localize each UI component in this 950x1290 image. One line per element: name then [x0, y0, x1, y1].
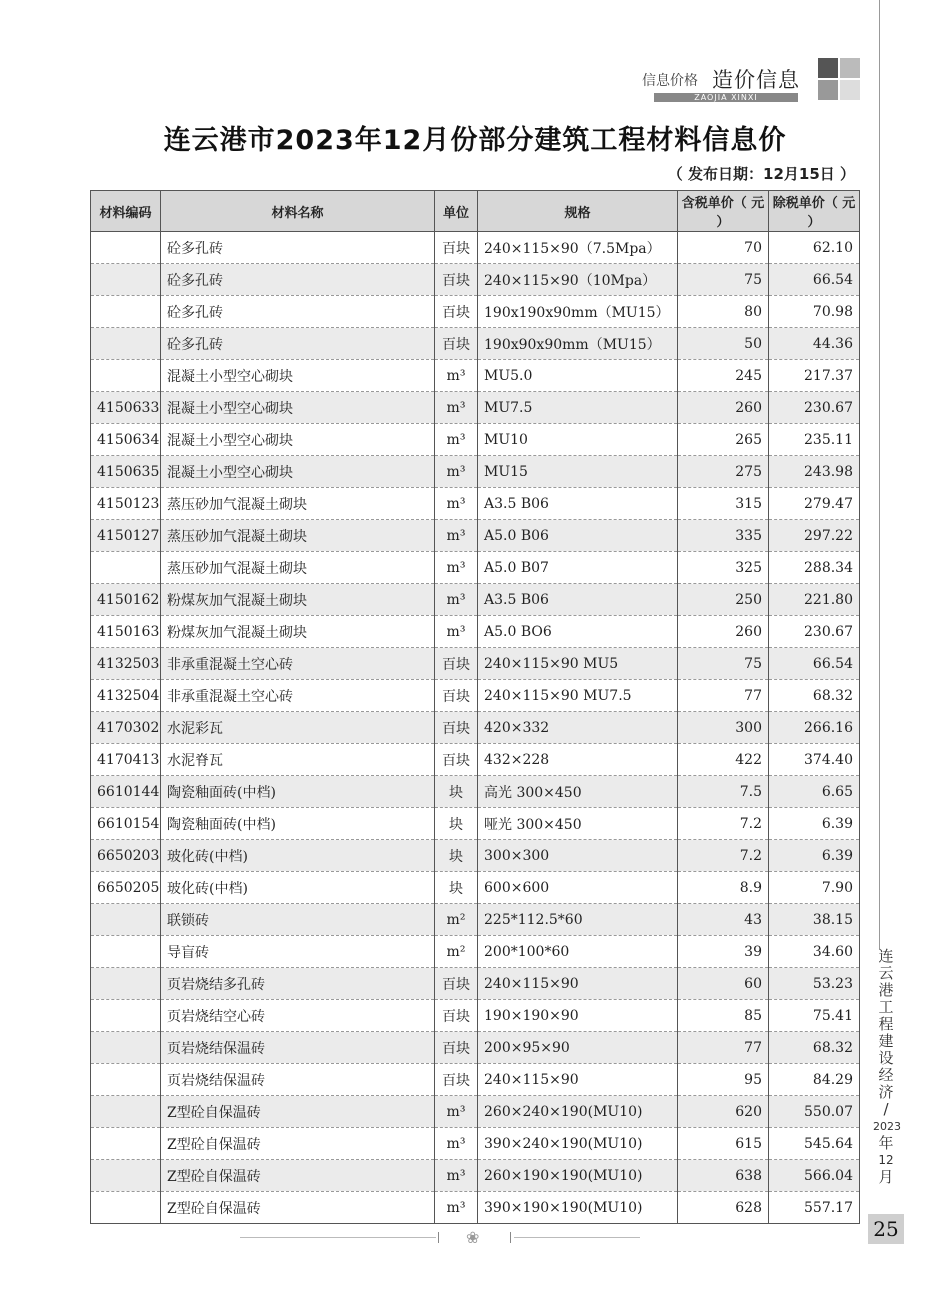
cell-unit: 百块 — [435, 1000, 478, 1032]
cell-spec: A5.0 B06 — [478, 520, 678, 552]
table-row — [91, 648, 860, 680]
table-row — [91, 328, 860, 360]
sidebar-char: 连 — [878, 947, 894, 965]
cell-name: 粉煤灰加气混凝土砌块 — [161, 584, 435, 616]
publish-date: （ 发布日期：12月15日 ） — [667, 165, 855, 183]
table-row — [91, 424, 860, 456]
cell-spec: MU7.5 — [478, 392, 678, 424]
cell-unit: m³ — [435, 1128, 478, 1160]
cell-price-tax: 628 — [678, 1192, 769, 1224]
header-pinyin-bar: ZAOJIA XINXI — [654, 93, 798, 102]
table-row — [91, 808, 860, 840]
cell-price-tax: 265 — [678, 424, 769, 456]
flower-icon: ❀ — [466, 1228, 480, 1247]
cell-price-tax: 620 — [678, 1096, 769, 1128]
cell-price-tax: 260 — [678, 616, 769, 648]
cell-code — [91, 264, 161, 296]
cell-unit: 百块 — [435, 744, 478, 776]
cell-unit: 块 — [435, 872, 478, 904]
cell-unit: m³ — [435, 1160, 478, 1192]
cell-name: 导盲砖 — [161, 936, 435, 968]
table-row — [91, 552, 860, 584]
cell-code: 6610154 — [91, 808, 161, 840]
cell-price-tax: 60 — [678, 968, 769, 1000]
cell-spec: 240×115×90 — [478, 1064, 678, 1096]
cell-spec: 哑光 300×450 — [478, 808, 678, 840]
table-row — [91, 456, 860, 488]
cell-unit: m³ — [435, 520, 478, 552]
cell-price-tax: 422 — [678, 744, 769, 776]
cell-code — [91, 1064, 161, 1096]
cell-unit: 百块 — [435, 712, 478, 744]
sidebar-char: 建 — [878, 1032, 894, 1050]
cell-price-tax: 245 — [678, 360, 769, 392]
cell-price-tax: 275 — [678, 456, 769, 488]
cell-name: 砼多孔砖 — [161, 296, 435, 328]
table-row — [91, 904, 860, 936]
cell-unit: m³ — [435, 488, 478, 520]
cell-code — [91, 1128, 161, 1160]
cell-code — [91, 1192, 161, 1224]
table-body — [91, 232, 860, 1224]
header-small-label: 信息价格 — [642, 73, 698, 89]
cell-spec: 240×115×90（10Mpa） — [478, 264, 678, 296]
cell-name: 混凝土小型空心砌块 — [161, 392, 435, 424]
cell-price-tax: 43 — [678, 904, 769, 936]
cell-code: 4150634 — [91, 424, 161, 456]
cell-spec: 240×115×90 — [478, 968, 678, 1000]
cell-code — [91, 1096, 161, 1128]
cell-unit: m³ — [435, 616, 478, 648]
cell-unit: m² — [435, 936, 478, 968]
table-row — [91, 744, 860, 776]
table-row — [91, 840, 860, 872]
header-price-notax: 除税单价（ 元 ） — [769, 191, 860, 232]
cell-code — [91, 1000, 161, 1032]
cell-spec: 240×115×90 MU5 — [478, 648, 678, 680]
cell-price-notax: 230.67 — [769, 616, 860, 648]
cell-price-notax: 550.07 — [769, 1096, 860, 1128]
cell-code — [91, 1032, 161, 1064]
table-row — [91, 360, 860, 392]
cell-code: 6610144 — [91, 776, 161, 808]
cell-name: 砼多孔砖 — [161, 264, 435, 296]
sidebar-char: 经 — [878, 1066, 894, 1084]
footer-ornament — [240, 1228, 640, 1248]
cell-unit: m³ — [435, 1096, 478, 1128]
cell-price-notax: 230.67 — [769, 392, 860, 424]
cell-price-notax: 68.32 — [769, 680, 860, 712]
cell-unit: m³ — [435, 1192, 478, 1224]
cell-name: Z型砼自保温砖 — [161, 1096, 435, 1128]
cell-price-notax: 53.23 — [769, 968, 860, 1000]
cell-spec: A3.5 B06 — [478, 488, 678, 520]
table-row — [91, 1192, 860, 1224]
cell-price-tax: 80 — [678, 296, 769, 328]
sidebar-char: 云 — [878, 964, 894, 982]
cell-spec: 225*112.5*60 — [478, 904, 678, 936]
cell-code — [91, 296, 161, 328]
table-row — [91, 488, 860, 520]
sidebar-char: / — [883, 1100, 889, 1118]
cell-price-notax: 217.37 — [769, 360, 860, 392]
cell-price-notax: 68.32 — [769, 1032, 860, 1064]
cell-price-tax: 77 — [678, 680, 769, 712]
cell-spec: 390×190×190(MU10) — [478, 1192, 678, 1224]
cell-name: 蒸压砂加气混凝土砌块 — [161, 552, 435, 584]
cell-price-tax: 7.5 — [678, 776, 769, 808]
table-row — [91, 296, 860, 328]
cell-spec: 390×240×190(MU10) — [478, 1128, 678, 1160]
cell-price-tax: 95 — [678, 1064, 769, 1096]
cell-code: 4150127 — [91, 520, 161, 552]
cell-price-notax: 7.90 — [769, 872, 860, 904]
cell-price-tax: 75 — [678, 264, 769, 296]
cell-spec: 240×115×90（7.5Mpa） — [478, 232, 678, 264]
right-margin-rule — [879, 0, 880, 950]
cell-name: 混凝土小型空心砌块 — [161, 424, 435, 456]
cell-unit: m³ — [435, 456, 478, 488]
cell-code — [91, 360, 161, 392]
table-row — [91, 1096, 860, 1128]
cell-price-notax: 34.60 — [769, 936, 860, 968]
cell-price-tax: 260 — [678, 392, 769, 424]
cell-price-notax: 66.54 — [769, 264, 860, 296]
sidebar-char: 济 — [878, 1083, 894, 1101]
cell-price-notax: 288.34 — [769, 552, 860, 584]
cell-code — [91, 232, 161, 264]
cell-spec: 420×332 — [478, 712, 678, 744]
cell-name: 混凝土小型空心砌块 — [161, 456, 435, 488]
cell-name: 玻化砖(中档) — [161, 872, 435, 904]
cell-price-notax: 6.65 — [769, 776, 860, 808]
cell-name: 陶瓷釉面砖(中档) — [161, 808, 435, 840]
sidebar-char: 月 — [878, 1168, 894, 1186]
cell-name: 联锁砖 — [161, 904, 435, 936]
sidebar-char: 年 — [878, 1134, 894, 1152]
table-row — [91, 392, 860, 424]
cell-name: 混凝土小型空心砌块 — [161, 360, 435, 392]
cell-name: 非承重混凝土空心砖 — [161, 648, 435, 680]
cell-code: 4170413 — [91, 744, 161, 776]
header-price-tax: 含税单价（ 元 ） — [678, 191, 769, 232]
cell-code: 4132503 — [91, 648, 161, 680]
cell-spec: 300×300 — [478, 840, 678, 872]
cell-code: 4150635 — [91, 456, 161, 488]
cell-price-tax: 325 — [678, 552, 769, 584]
cell-price-notax: 6.39 — [769, 840, 860, 872]
cell-name: Z型砼自保温砖 — [161, 1160, 435, 1192]
sidebar-char: 设 — [878, 1049, 894, 1067]
cell-price-notax: 75.41 — [769, 1000, 860, 1032]
cell-price-notax: 243.98 — [769, 456, 860, 488]
table-row — [91, 1000, 860, 1032]
cell-name: 陶瓷釉面砖(中档) — [161, 776, 435, 808]
cell-spec: A5.0 BO6 — [478, 616, 678, 648]
table-row — [91, 264, 860, 296]
cell-price-tax: 615 — [678, 1128, 769, 1160]
cell-price-notax: 235.11 — [769, 424, 860, 456]
table-row — [91, 1032, 860, 1064]
cell-price-tax: 50 — [678, 328, 769, 360]
cell-spec: 190×190×90 — [478, 1000, 678, 1032]
section-header — [640, 62, 860, 106]
cell-price-tax: 85 — [678, 1000, 769, 1032]
cell-price-notax: 557.17 — [769, 1192, 860, 1224]
cell-price-notax: 266.16 — [769, 712, 860, 744]
cell-price-notax: 62.10 — [769, 232, 860, 264]
cell-code — [91, 904, 161, 936]
table-row — [91, 1160, 860, 1192]
cell-spec: MU5.0 — [478, 360, 678, 392]
cell-name: 蒸压砂加气混凝土砌块 — [161, 488, 435, 520]
table-row — [91, 1128, 860, 1160]
journal-sidebar — [873, 948, 899, 1186]
table-row — [91, 712, 860, 744]
cell-unit: m³ — [435, 392, 478, 424]
header-unit: 单位 — [435, 191, 478, 232]
cell-price-notax: 44.36 — [769, 328, 860, 360]
cell-unit: m³ — [435, 552, 478, 584]
sidebar-char: 港 — [878, 981, 894, 999]
cell-name: 砼多孔砖 — [161, 232, 435, 264]
cell-unit: m² — [435, 904, 478, 936]
cell-name: 蒸压砂加气混凝土砌块 — [161, 520, 435, 552]
cell-name: 页岩烧结多孔砖 — [161, 968, 435, 1000]
cell-unit: 百块 — [435, 968, 478, 1000]
cell-code: 4150123 — [91, 488, 161, 520]
cell-unit: 块 — [435, 840, 478, 872]
cell-name: 非承重混凝土空心砖 — [161, 680, 435, 712]
cell-unit: 块 — [435, 776, 478, 808]
cell-code: 6650203 — [91, 840, 161, 872]
cell-price-tax: 250 — [678, 584, 769, 616]
cell-spec: MU10 — [478, 424, 678, 456]
sidebar-char: 程 — [878, 1015, 894, 1033]
cell-unit: m³ — [435, 424, 478, 456]
cell-name: 水泥彩瓦 — [161, 712, 435, 744]
cell-name: Z型砼自保温砖 — [161, 1192, 435, 1224]
cell-spec: 600×600 — [478, 872, 678, 904]
cell-name: 粉煤灰加气混凝土砌块 — [161, 616, 435, 648]
cell-name: 水泥脊瓦 — [161, 744, 435, 776]
cell-unit: 百块 — [435, 1064, 478, 1096]
cell-price-tax: 7.2 — [678, 840, 769, 872]
cell-name: 页岩烧结空心砖 — [161, 1000, 435, 1032]
cell-code: 6650205 — [91, 872, 161, 904]
cell-unit: 百块 — [435, 296, 478, 328]
table-row — [91, 616, 860, 648]
cell-name: 砼多孔砖 — [161, 328, 435, 360]
cell-code: 4132504 — [91, 680, 161, 712]
cell-unit: 块 — [435, 808, 478, 840]
cell-price-tax: 8.9 — [678, 872, 769, 904]
header-code: 材料编码 — [91, 191, 161, 232]
cell-unit: 百块 — [435, 680, 478, 712]
cell-unit: 百块 — [435, 232, 478, 264]
cell-price-notax: 297.22 — [769, 520, 860, 552]
cell-code — [91, 968, 161, 1000]
cell-name: Z型砼自保温砖 — [161, 1128, 435, 1160]
header-section-title: 造价信息 — [712, 68, 800, 92]
cell-unit: 百块 — [435, 648, 478, 680]
cell-name: 页岩烧结保温砖 — [161, 1032, 435, 1064]
cell-spec: 200*100*60 — [478, 936, 678, 968]
cell-spec: 432×228 — [478, 744, 678, 776]
cell-spec: 200×95×90 — [478, 1032, 678, 1064]
cell-code — [91, 1160, 161, 1192]
cell-code: 4170302 — [91, 712, 161, 744]
cell-code — [91, 552, 161, 584]
table-row — [91, 584, 860, 616]
cell-spec: 260×240×190(MU10) — [478, 1096, 678, 1128]
sidebar-char: 12 — [878, 1153, 894, 1167]
header-name: 材料名称 — [161, 191, 435, 232]
table-row — [91, 232, 860, 264]
cell-price-notax: 221.80 — [769, 584, 860, 616]
cell-code — [91, 328, 161, 360]
cell-code: 4150633 — [91, 392, 161, 424]
table-row — [91, 936, 860, 968]
cell-name: 玻化砖(中档) — [161, 840, 435, 872]
cell-price-tax: 7.2 — [678, 808, 769, 840]
cell-price-notax: 545.64 — [769, 1128, 860, 1160]
cell-spec: 240×115×90 MU7.5 — [478, 680, 678, 712]
table-row — [91, 680, 860, 712]
table-row — [91, 520, 860, 552]
cell-unit: 百块 — [435, 1032, 478, 1064]
cell-price-tax: 315 — [678, 488, 769, 520]
cell-price-notax: 566.04 — [769, 1160, 860, 1192]
cell-price-notax: 38.15 — [769, 904, 860, 936]
cell-code: 4150163 — [91, 616, 161, 648]
table-row — [91, 968, 860, 1000]
sidebar-char: 工 — [878, 998, 894, 1016]
cell-price-tax: 77 — [678, 1032, 769, 1064]
cell-price-tax: 335 — [678, 520, 769, 552]
cell-spec: 190x190x90mm（MU15） — [478, 296, 678, 328]
table-row — [91, 1064, 860, 1096]
cell-code: 4150162 — [91, 584, 161, 616]
cell-price-tax: 638 — [678, 1160, 769, 1192]
cell-spec: 190x90x90mm（MU15） — [478, 328, 678, 360]
cell-price-tax: 70 — [678, 232, 769, 264]
page-title: 连云港市2023年12月份部分建筑工程材料信息价 — [163, 125, 787, 156]
cell-price-tax: 75 — [678, 648, 769, 680]
page-number: 25 — [868, 1214, 904, 1244]
price-table — [90, 190, 860, 1224]
table-row — [91, 872, 860, 904]
cell-unit: 百块 — [435, 328, 478, 360]
cell-spec: A5.0 B07 — [478, 552, 678, 584]
cell-price-notax: 6.39 — [769, 808, 860, 840]
cell-price-notax: 84.29 — [769, 1064, 860, 1096]
cell-price-notax: 279.47 — [769, 488, 860, 520]
cell-price-tax: 300 — [678, 712, 769, 744]
cell-price-notax: 66.54 — [769, 648, 860, 680]
sidebar-char: 2023 — [873, 1120, 901, 1133]
cell-price-notax: 70.98 — [769, 296, 860, 328]
cell-spec: 260×190×190(MU10) — [478, 1160, 678, 1192]
cell-unit: m³ — [435, 584, 478, 616]
header-squares-logo — [818, 58, 864, 104]
cell-spec: 高光 300×450 — [478, 776, 678, 808]
table-header-row — [91, 191, 860, 232]
cell-code — [91, 936, 161, 968]
cell-name: 页岩烧结保温砖 — [161, 1064, 435, 1096]
cell-price-tax: 39 — [678, 936, 769, 968]
table-row — [91, 776, 860, 808]
header-spec: 规格 — [478, 191, 678, 232]
cell-unit: 百块 — [435, 264, 478, 296]
cell-unit: m³ — [435, 360, 478, 392]
cell-spec: A3.5 B06 — [478, 584, 678, 616]
cell-price-notax: 374.40 — [769, 744, 860, 776]
cell-spec: MU15 — [478, 456, 678, 488]
